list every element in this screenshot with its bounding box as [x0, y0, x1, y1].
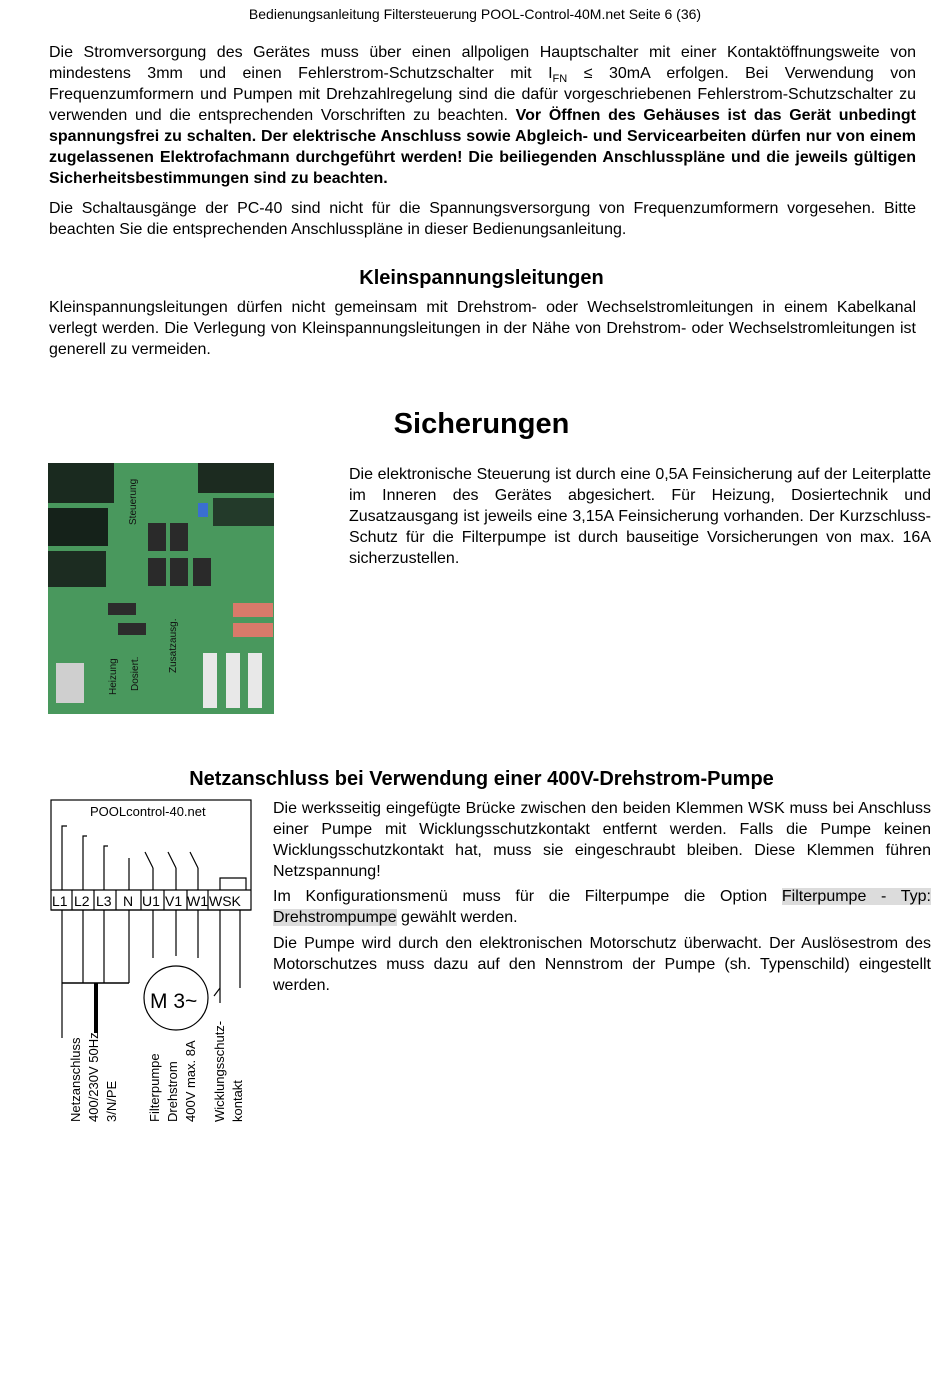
- page-header: Bedienungsanleitung Filtersteuerung POOL-Control-40M.net Seite 6 (36): [248, 6, 702, 22]
- photo-label-dosiert: Dosiert.: [130, 656, 141, 691]
- netz-p2-b: gewählt werden.: [396, 909, 518, 926]
- kleinspannung-text: Kleinspannungsleitungen dürfen nicht gemeinsam mit Drehstrom- oder Wechselstromleitungen in einem Kabelkanal verlegt werden. Die Verlegung von Kleinspannungsleitungen in der Nähe von Drehstrom- oder Wechselstromleitungen ist generell zu vermeiden.: [49, 299, 916, 358]
- diagram-label-netz: 3/N/PE: [104, 1080, 119, 1122]
- diagram-label-wsk: Wicklungsschutz-: [212, 1020, 227, 1122]
- photo-label-steuerung: Steuerung: [128, 478, 139, 525]
- intro-subscript: FN: [552, 73, 568, 86]
- photo-label-heizung: Heizung: [108, 658, 119, 695]
- terminal-label: W1: [187, 893, 208, 909]
- motor-label: M 3~: [150, 990, 198, 1013]
- photo-label-zusatzausg: Zusatzausg.: [168, 618, 179, 673]
- section-title-netzanschluss: Netzanschluss bei Verwendung einer 400V-Drehstrom-Pumpe: [189, 768, 774, 790]
- intro-text-b: ≤ 30mA erfolgen. Bei Verwendung von Frequenzumformern und Pumpen mit Drehzahlregelung sind die dafür vorgeschriebenen Fehlerstrom-Schutzschalter zu verwenden und die entsprechenden Vorschriften zu beachten.: [49, 65, 917, 124]
- diagram-label-filter: 400V max. 8A: [183, 1040, 198, 1122]
- section-title-kleinspannung: Kleinspannungsleitungen: [359, 267, 604, 289]
- diagram-device-label: POOLcontrol-40.net: [90, 804, 206, 819]
- netz-paragraph-3: Die Pumpe wird durch den elektronischen Motorschutz überwacht. Der Auslösestrom des Motorschutzes muss dazu auf den Nennstrom der Pumpe (sh. Typenschild) eingestellt werden.: [273, 935, 931, 994]
- netz-paragraph-1: Die werksseitig eingefügte Brücke zwischen den beiden Klemmen WSK muss bei Anschluss einer Pumpe mit Wicklungsschutzkontakt entfernt werden. Falls die Pumpe keinen Wicklungsschutzkontakt hat, muss sie eingeschraubt bleiben. Diese Klemmen führen Netzspannung!: [273, 800, 931, 880]
- menu-option-highlight: Filterpumpe - Typ: Drehstrompumpe: [273, 888, 931, 926]
- terminal-label: WSK: [209, 893, 241, 909]
- diagram-label-wsk: kontakt: [230, 1080, 245, 1122]
- diagram-label-filter: Drehstrom: [165, 1061, 180, 1122]
- section-title-sicherungen: Sicherungen: [393, 408, 570, 440]
- sicherungen-text: Die elektronische Steuerung ist durch eine 0,5A Feinsicherung auf der Leiterplatte im Inneren des Gerätes abgesichert. Für Heizung, Dosiertechnik und Zusatzausgang ist jeweils eine 3,15A Feinsicherung vorhanden. Der Kurzschluss-Schutz für die Filterpumpe ist durch bauseitige Vorsicherungen von max. 16A sicherzustellen.: [349, 466, 931, 567]
- intro-paragraph-1: [49, 42, 916, 189]
- terminal-label: L2: [74, 893, 90, 909]
- intro-text-a: Die Stromversorgung des Gerätes muss über einen allpoligen Hauptschalter mit einer Kontaktöffnungsweite von mindestens 3mm und einen Fehlerstrom-Schutzschalter mit I: [49, 44, 916, 82]
- netz-p2-a: Im Konfigurationsmenü muss für die Filterpumpe die Option: [273, 888, 782, 905]
- terminal-label: U1: [142, 893, 160, 909]
- netz-paragraph-2: [273, 886, 931, 928]
- terminal-label: V1: [165, 893, 183, 909]
- circuit-board-photo: [48, 463, 274, 714]
- intro-paragraph-2: Die Schaltausgänge der PC-40 sind nicht für die Spannungsversorgung von Frequenzumformern vorgesehen. Bitte beachten Sie die entsprechenden Anschlusspläne in dieser Bedienungsanleitung.: [49, 200, 916, 238]
- diagram-label-netz: 400/230V 50Hz: [86, 1032, 101, 1122]
- diagram-label-netz: Netzanschluss: [68, 1037, 83, 1122]
- diagram-label-filter: Filterpumpe: [147, 1053, 162, 1122]
- wiring-diagram: [46, 798, 262, 1128]
- terminal-label: L1: [52, 893, 68, 909]
- terminal-label: N: [123, 893, 134, 909]
- intro-warning-bold: Vor Öffnen des Gehäuses ist das Gerät unbedingt spannungsfrei zu schalten. Der elektrische Anschluss sowie Abgleich- und Servicearbeiten dürfen nur von einem zugelassenen Elektrofachmann durchgeführt werden! Die beiliegenden Anschlusspläne und die jeweils gültigen Sicherheitsbestimmungen sind zu beachten.: [49, 107, 917, 187]
- terminal-label: L3: [96, 893, 112, 909]
